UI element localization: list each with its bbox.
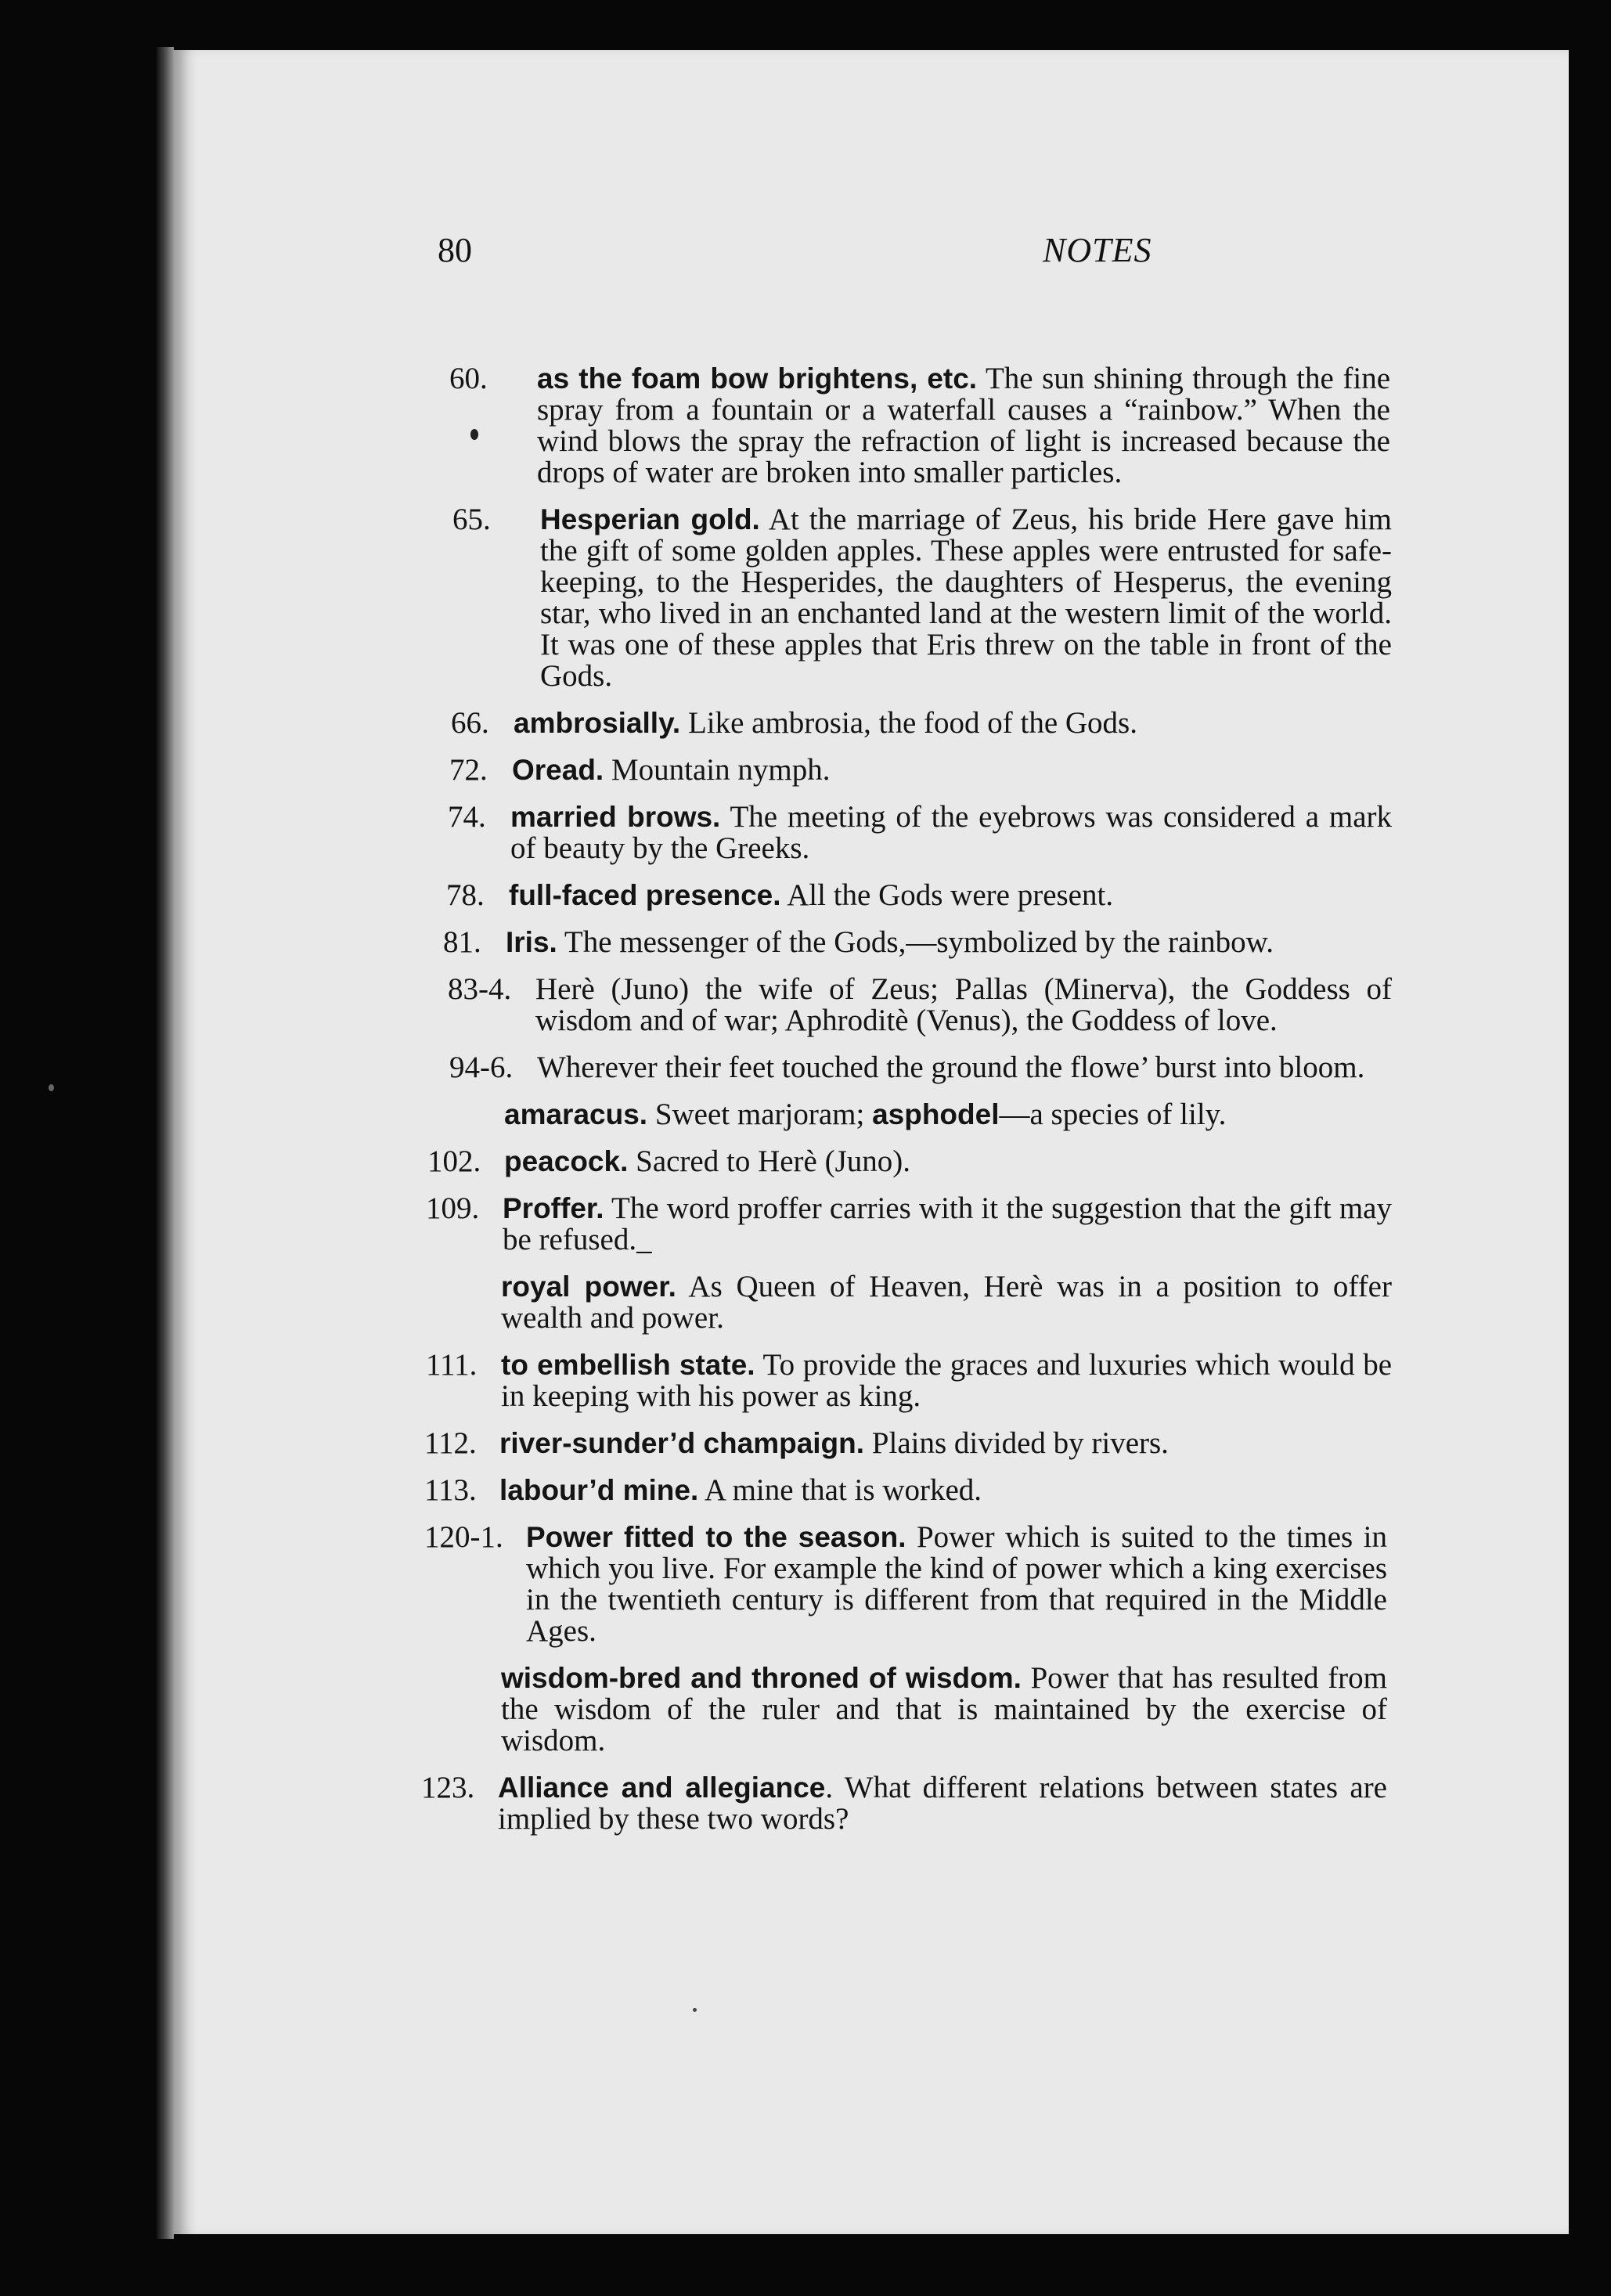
note-number: 78.	[446, 878, 485, 912]
note-term: wisdom-bred and throned of wisdom.	[501, 1662, 1022, 1694]
notes-list	[174, 363, 1569, 1851]
note-term: Hesperian gold.	[540, 503, 760, 535]
note-113	[424, 1473, 1393, 1507]
ink-speck	[693, 2008, 697, 2012]
note-number: 123.	[421, 1771, 475, 1804]
page-title: NOTES	[1043, 231, 1152, 269]
note-term: ambrosially.	[514, 707, 681, 739]
note-text-secondary: —a species of lily.	[999, 1098, 1227, 1131]
note-term: Proffer.	[503, 1192, 604, 1224]
note-number: 111.	[426, 1348, 478, 1382]
note-text: Wherever their feet touched the ground the flowe’ burst into bloom.	[537, 1051, 1365, 1084]
note-number: 112.	[424, 1426, 477, 1460]
note-text: Power that has resulted from the wisdom of the ruler and that is maintained by the exercise of wisdom.	[501, 1661, 1388, 1757]
note-number: 109.	[426, 1191, 480, 1225]
note-text: The word	[604, 1191, 738, 1225]
note-text: Plains divided by rivers.	[864, 1426, 1169, 1460]
note-78	[446, 878, 1392, 912]
note-94-6	[449, 1051, 1389, 1084]
note-number: 94-6.	[449, 1051, 514, 1084]
note-number: 60.	[449, 362, 488, 395]
note-term: to embellish state.	[501, 1349, 755, 1381]
note-term: Alliance and allegiance	[498, 1772, 826, 1804]
note-term: labour’d mine.	[499, 1474, 699, 1506]
note-text: All the Gods were present.	[780, 878, 1114, 912]
note-term: as the foam bow brightens, etc.	[537, 362, 978, 395]
note-text: Sacred to Herè (Juno).	[628, 1144, 910, 1178]
note-term: peacock.	[504, 1145, 629, 1177]
ink-speck	[49, 1084, 54, 1091]
note-text: As Queen of Heaven, Herè was in a position to offer wealth and power.	[501, 1270, 1392, 1335]
note-81	[443, 925, 1395, 959]
note-text: Power which is suited to the times in which you live. For example the kind of power which a king exercises in the twentieth century is different from that required in the Middle Ages.	[526, 1520, 1387, 1648]
note-102	[427, 1144, 1392, 1178]
running-head	[174, 230, 1569, 285]
note-term: full-faced presence.	[509, 879, 781, 911]
note-italic-word: proffer	[737, 1191, 822, 1225]
note-109	[426, 1191, 1392, 1256]
note-text: At the marriage of Zeus, his bride Here gave him the gift of some golden apples. These apples were entrusted for safe-keeping, to the Hesperides, the daughters of Hesperus, the evening star, who lived in an enchanted land at the western limit of the world. It was one of these apples that Eris threw on the table in front of the Gods.	[540, 503, 1392, 693]
note-120-1	[424, 1520, 1387, 1648]
book-gutter-shadow	[157, 47, 174, 2239]
note-number: 74.	[448, 800, 486, 834]
note-text: Herè (Juno) the wife of Zeus; Pallas (Minerva), the Goddess of wisdom and of war; Aphroditè (Venus), the Goddess of love.	[535, 972, 1392, 1037]
note-amaracus	[504, 1099, 1392, 1130]
note-83-4	[448, 972, 1392, 1037]
note-number: 81.	[443, 925, 481, 959]
note-number: 83-4.	[448, 972, 512, 1006]
note-number: 66.	[451, 706, 489, 740]
note-text: Mountain nymph.	[604, 753, 831, 787]
note-74	[448, 800, 1392, 865]
note-text: To provide the graces and luxuries which would be in keeping with his power as king.	[501, 1348, 1393, 1413]
note-number: 113.	[424, 1473, 477, 1507]
note-term-secondary: asphodel	[872, 1098, 1000, 1130]
note-text: The messenger of the Gods,—symbolized by the rainbow.	[557, 925, 1274, 959]
note-123	[421, 1771, 1387, 1836]
note-72	[449, 753, 1392, 787]
note-text: . What different relations between states are implied by these two words?	[498, 1771, 1387, 1836]
note-text: The meeting of the eyebrows was considered a mark of beauty by the Greeks.	[510, 800, 1392, 865]
note-60	[449, 362, 1391, 489]
note-text-secondary: carries with it the suggestion that the gift may be refused._	[503, 1191, 1392, 1256]
note-term: Oread.	[512, 754, 604, 786]
note-royal-power	[501, 1271, 1392, 1334]
note-text: The sun shining through the fine spray from a fountain or a waterfall causes a “rainbow.” When the wind blows the spray the refraction of light is increased because the drops of water are broken into smaller particles.	[537, 362, 1391, 489]
note-term: royal power.	[501, 1271, 676, 1303]
note-66	[451, 706, 1392, 740]
ink-speck	[470, 429, 478, 440]
note-text: A mine that is worked.	[698, 1473, 982, 1507]
book-page	[174, 50, 1569, 2234]
note-112	[424, 1426, 1393, 1460]
note-number: 65.	[452, 503, 491, 536]
note-number: 102.	[427, 1144, 481, 1178]
note-111	[426, 1348, 1393, 1413]
note-text: Sweet marjoram;	[647, 1098, 873, 1131]
note-term: Iris.	[506, 926, 557, 958]
page-number: 80	[438, 231, 472, 269]
note-term: Power fitted to the season.	[526, 1521, 906, 1553]
note-wisdom-bred	[501, 1663, 1387, 1757]
note-term: river-sunder’d champaign.	[499, 1427, 865, 1459]
note-65	[452, 503, 1392, 693]
note-number: 72.	[449, 753, 488, 787]
note-term: married brows.	[510, 801, 721, 833]
note-number: 120-1.	[424, 1520, 503, 1554]
note-term: amaracus.	[504, 1098, 648, 1130]
note-text: Like ambrosia, the food of the Gods.	[680, 706, 1137, 740]
